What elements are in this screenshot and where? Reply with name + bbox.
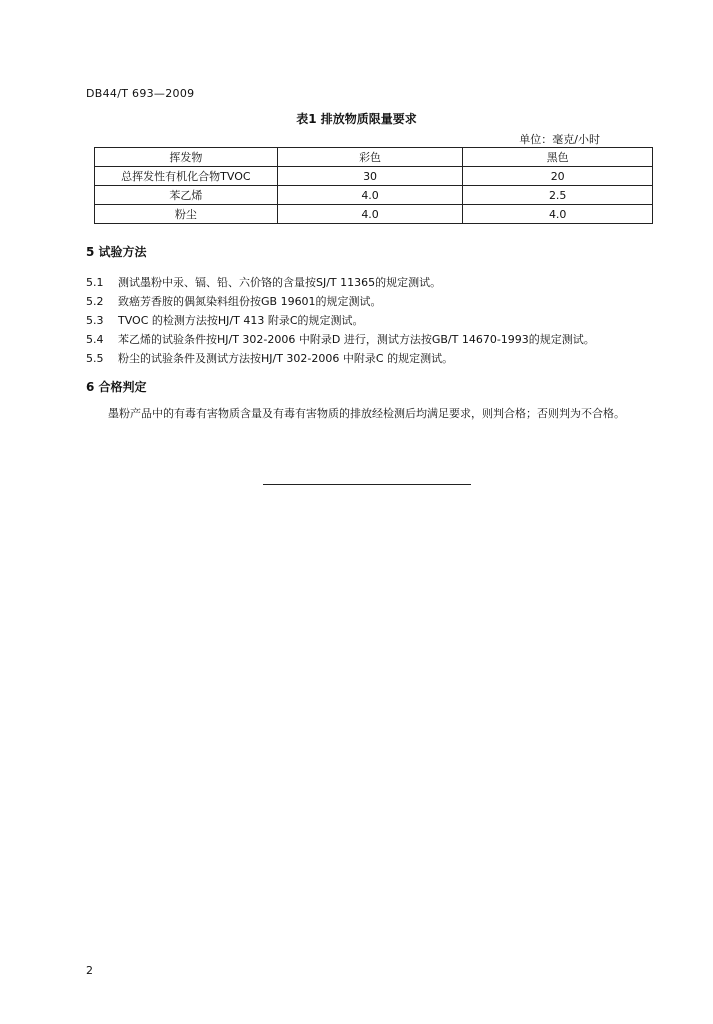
clause-number: 5.4 <box>86 333 104 346</box>
table-title: 表1 排放物质限量要求 <box>296 112 417 126</box>
page-number: 2 <box>86 964 93 977</box>
table-row <box>95 186 653 205</box>
table-header-row <box>95 148 653 167</box>
clause-text: 致癌芳香胺的偶氮染料组份按GB 19601的规定测试。 <box>118 295 382 308</box>
table-row <box>95 167 653 186</box>
end-rule <box>263 484 471 485</box>
clause-number: 5.5 <box>86 352 104 365</box>
clause-text: 苯乙烯的试验条件按HJ/T 302-2006 中附录D 进行，测试方法按GB/T 14670-1993的规定测试。 <box>118 333 595 346</box>
clause-text: 测试墨粉中汞、镉、铅、六价铬的含量按SJ/T 11365的规定测试。 <box>118 276 442 289</box>
section-heading: 5 试验方法 <box>86 245 147 259</box>
table-cell: 20 <box>463 167 653 186</box>
table-cell: 4.0 <box>277 205 463 224</box>
table-row <box>95 205 653 224</box>
judgement-paragraph: 墨粉产品中的有毒有害物质含量及有毒有害物质的排放经检测后均满足要求，则判合格；否则判为不合格。 <box>108 407 625 420</box>
clause-text: 粉尘的试验条件及测试方法按HJ/T 302-2006 中附录C 的规定测试。 <box>118 352 454 365</box>
section-heading: 6 合格判定 <box>86 380 147 394</box>
table-cell: 30 <box>277 167 463 186</box>
clause-item <box>86 331 595 347</box>
table-cell: 总挥发性有机化合物TVOC <box>95 167 278 186</box>
clause-item <box>86 274 441 290</box>
column-header: 黑色 <box>463 148 653 167</box>
table-cell: 2.5 <box>463 186 653 205</box>
column-header: 彩色 <box>277 148 463 167</box>
clause-item <box>86 350 453 366</box>
clause-number: 5.1 <box>86 276 104 289</box>
clause-number: 5.3 <box>86 314 104 327</box>
clause-item <box>86 293 382 309</box>
emission-limits-table <box>94 147 653 224</box>
column-header: 挥发物 <box>95 148 278 167</box>
table-cell: 苯乙烯 <box>95 186 278 205</box>
table-cell: 粉尘 <box>95 205 278 224</box>
clause-text: TVOC 的检测方法按HJ/T 413 附录C的规定测试。 <box>118 314 364 327</box>
document-id: DB44/T 693—2009 <box>86 87 195 100</box>
clause-number: 5.2 <box>86 295 104 308</box>
table-cell: 4.0 <box>463 205 653 224</box>
clause-item <box>86 312 364 328</box>
table-cell: 4.0 <box>277 186 463 205</box>
table-unit: 单位：毫克/小时 <box>519 133 600 146</box>
